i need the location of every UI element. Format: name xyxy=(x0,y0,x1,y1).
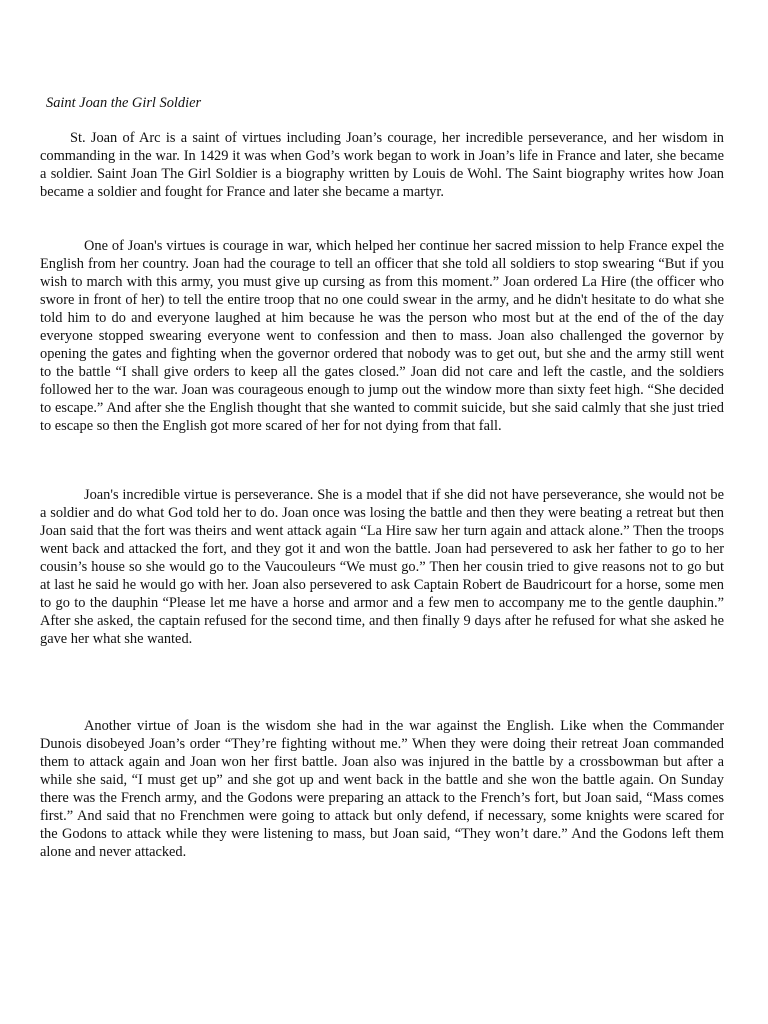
paragraph-perseverance: Joan's incredible virtue is perseverance. She is a model that if she did not have perseverance, she would not be a soldier and do what God told her to do. Joan once was losing the battle and then they were beating a retreat but then Joan said that the fort was theirs and went attack again “La Hire saw her turn again and attack alone.” Then the troops went back and attacked the fort, and they got it and won the battle. Joan had persevered to ask her father to go to her cousin’s house so she would go to the Vaucouleurs “We must go.” Then her cousin tried to give reasons not to go but at last he said he would go with her. Joan also persevered to ask Captain Robert de Baudricourt for a horse, some men to go to the dauphin “Please let me have a horse and armor and a few men to accompany me to the gentle dauphin.” After she asked, the captain refused for the second time, and then finally 9 days after he refused for what she asked he gave her what she wanted. xyxy=(40,487,724,647)
document-title: Saint Joan the Girl Soldier xyxy=(46,95,202,111)
paragraph-wisdom: Another virtue of Joan is the wisdom she had in the war against the English. Like when the Commander Dunois disobeyed Joan’s order “They’re fighting without me.” When they were doing their retreat Joan commanded them to attack again and Joan won her first battle. Joan also was injured in the battle by a crossbowman but after a while she said, “I must get up” and she got up and went back in the battle and she won the battle again. On Sunday there was the French army, and the Godons were preparing an attack to the French’s fort, but Joan said, “Mass comes first.” And said that no Frenchmen were going to attack but only defend, if necessary, some knights were scared for the Godons to attack while they were listening to mass, but Joan said, “They won’t dare.” And the Godons left them alone and never attacked. xyxy=(40,718,724,860)
document-page xyxy=(40,0,724,1024)
paragraph-introduction: St. Joan of Arc is a saint of virtues including Joan’s courage, her incredible perseverance, and her wisdom in commanding in the war. In 1429 it was when God’s work began to work in Joan’s life in France and later, she became a soldier. Saint Joan The Girl Soldier is a biography written by Louis de Wohl. The Saint biography writes how Joan became a soldier and fought for France and later she became a martyr. xyxy=(40,130,724,200)
paragraph-courage: One of Joan's virtues is courage in war, which helped her continue her sacred mission to help France expel the English from her country. Joan had the courage to tell an officer that she told all soldiers to stop swearing “But if you wish to march with this army, you must give up cursing as from this moment.” Joan ordered La Hire (the officer who swore in front of her) to tell the entire troop that no one could swear in the army, and he didn't hesitate to do what she told him to do and everyone laughed at him because he was the person who most but at the end of the of the day everyone stopped swearing everyone went to confession and then to mass. Joan also challenged the governor by opening the gates and fighting when the governor ordered that nobody was to get out, but she and the army still went to the battle “I shall give orders to keep all the gates closed.” Joan did not care and left the castle, and the soldiers followed her to the war. Joan was courageous enough to jump out the window more than sixty feet high. “She decided to escape.” And after she the English thought that she wanted to commit suicide, but she said calmly that she just tried to escape so then the English got more scared of her for not dying from that fall. xyxy=(40,238,724,434)
